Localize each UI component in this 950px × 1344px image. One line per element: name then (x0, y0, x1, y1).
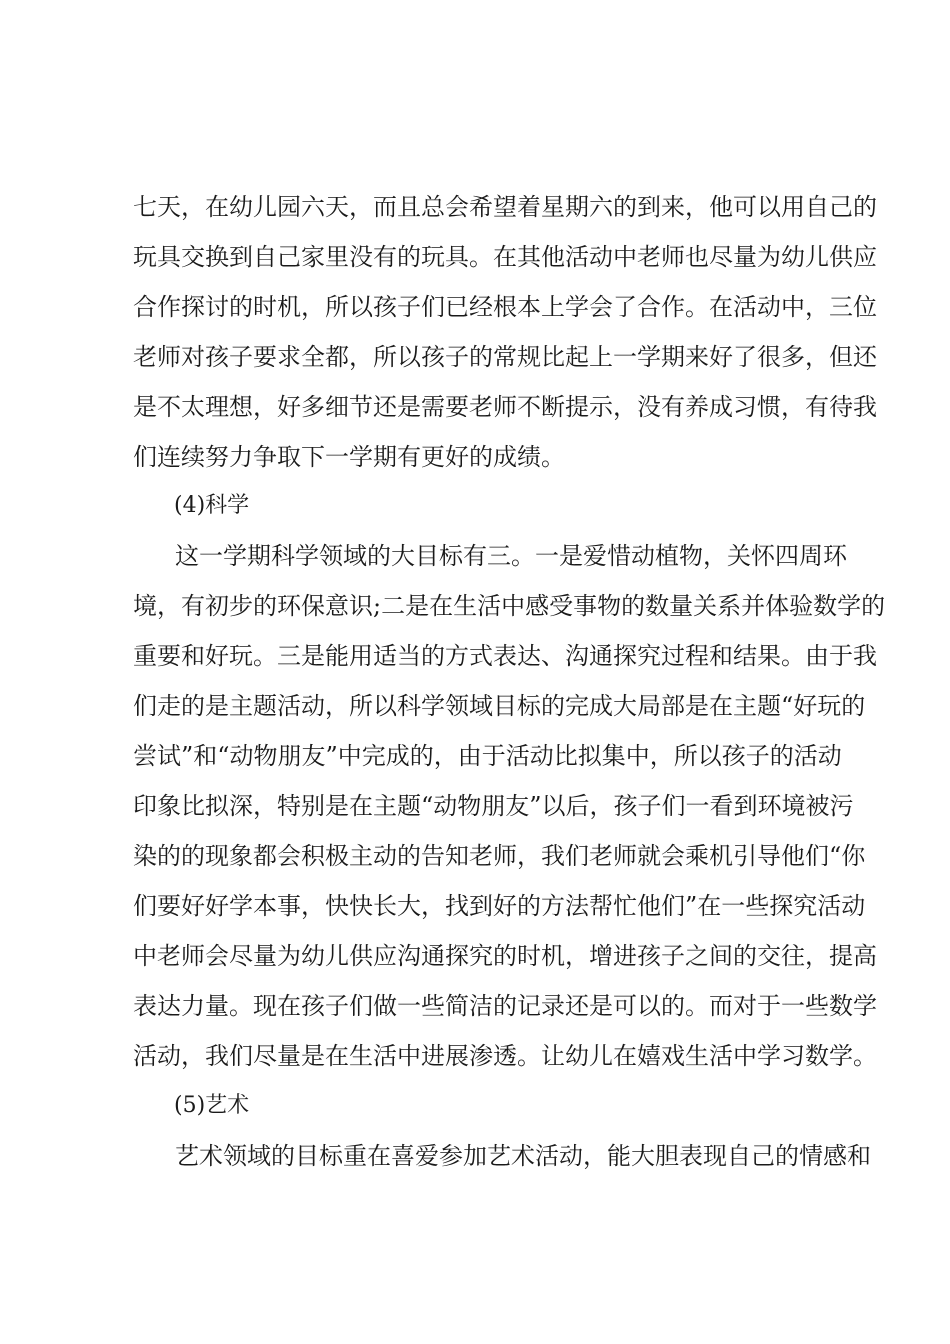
paragraph-1-line-4: 老师对孩子要求全都，所以孩子的常规比起上一学期来好了很多，但还 (133, 343, 877, 371)
paragraph-1-line-6: 们连续努力争取下一学期有更好的成绩。 (133, 443, 565, 471)
paragraph-2-line-10: 表达力量。现在孩子们做一些简洁的记录还是可以的。而对于一些数学 (133, 992, 877, 1020)
paragraph-2-line-11: 活动，我们尽量是在生活中进展渗透。让幼儿在嬉戏生活中学习数学。 (133, 1042, 877, 1070)
section-heading-art: (5)艺术 (174, 1093, 250, 1118)
paragraph-2-line-2: 境，有初步的环保意识;二是在生活中感受事物的数量关系并体验数学的 (133, 592, 886, 620)
paragraph-2-line-6: 印象比拟深，特别是在主题“动物朋友”以后，孩子们一看到环境被污 (133, 792, 854, 820)
paragraph-1-line-5: 是不太理想，好多细节还是需要老师不断提示，没有养成习惯，有待我 (133, 393, 877, 421)
paragraph-2-line-9: 中老师会尽量为幼儿供应沟通探究的时机，增进孩子之间的交往，提高 (133, 942, 877, 970)
paragraph-1-line-1: 七天，在幼儿园六天，而且总会希望着星期六的到来，他可以用自己的 (133, 193, 877, 221)
paragraph-1-line-2: 玩具交换到自己家里没有的玩具。在其他活动中老师也尽量为幼儿供应 (133, 243, 877, 271)
paragraph-2-line-1: 这一学期科学领域的大目标有三。一是爱惜动植物，关怀四周环 (175, 542, 847, 570)
section-heading-science: (4)科学 (174, 493, 250, 518)
paragraph-1-line-3: 合作探讨的时机，所以孩子们已经根本上学会了合作。在活动中，三位 (133, 293, 877, 321)
paragraph-2-line-4: 们走的是主题活动，所以科学领域目标的完成大局部是在主题“好玩的 (133, 692, 866, 720)
paragraph-2-line-5: 尝试”和“动物朋友”中完成的，由于活动比拟集中，所以孩子的活动 (133, 742, 842, 770)
paragraph-2-line-3: 重要和好玩。三是能用适当的方式表达、沟通探究过程和结果。由于我 (133, 642, 877, 670)
paragraph-2-line-8: 们要好好学本事，快快长大，找到好的方法帮忙他们”在一些探究活动 (133, 892, 866, 920)
paragraph-3-line-1: 艺术领域的目标重在喜爱参加艺术活动，能大胆表现自己的情感和 (175, 1142, 871, 1170)
paragraph-2-line-7: 染的的现象都会积极主动的告知老师，我们老师就会乘机引导他们“你 (133, 842, 866, 870)
